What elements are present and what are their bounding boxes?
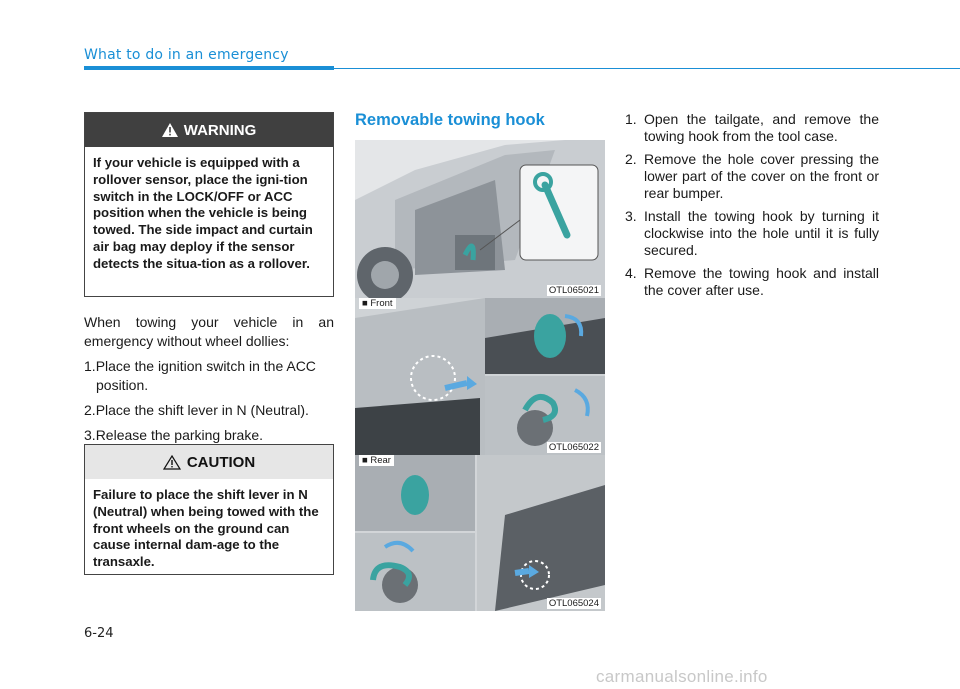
page-number: 6-24 bbox=[84, 626, 114, 641]
front-label: ■ Front bbox=[359, 298, 396, 309]
warning-header bbox=[85, 113, 333, 147]
warning-triangle-icon bbox=[162, 123, 178, 137]
caution-title: CAUTION bbox=[186, 453, 256, 471]
section-header-title: What to do in an emergency bbox=[84, 47, 289, 63]
intro-paragraph: When towing your vehicle in an emergency without wheel dollies: bbox=[84, 314, 334, 349]
right-step-list bbox=[625, 111, 879, 299]
left-step-list bbox=[84, 357, 334, 445]
figure-code: OTL065024 bbox=[548, 598, 599, 609]
figure-front-bumper bbox=[355, 298, 605, 455]
caution-header bbox=[85, 445, 333, 479]
figure-tailgate-tool-case bbox=[355, 140, 605, 298]
list-item: 3.Release the parking brake. bbox=[84, 427, 264, 443]
warning-text: If your vehicle is equipped with a rollover sensor, place the igni-tion switch in the LOCK/OFF or ACC position when the vehicle is being towed. The side impact and curtain air bag may deploy if the sensor detects the situa-tion as a rollover. bbox=[93, 155, 313, 271]
towing-instructions bbox=[84, 313, 334, 451]
warning-title: WARNING bbox=[183, 121, 257, 139]
towing-hook-steps bbox=[625, 111, 879, 305]
list-item: 1.Place the ignition switch in the ACC position. bbox=[84, 358, 316, 393]
list-item: 2. Remove the hole cover pressing the lower part of the cover on the front or rear bumper. bbox=[625, 151, 879, 201]
list-item: 2.Place the shift lever in N (Neutral). bbox=[84, 402, 309, 418]
list-item: 3. Install the towing hook by turning it clockwise into the hole until it is fully secured. bbox=[625, 208, 879, 258]
figure-code: OTL065022 bbox=[548, 442, 599, 453]
warning-box bbox=[84, 112, 334, 297]
figure-code: OTL065021 bbox=[548, 285, 599, 296]
caution-text: Failure to place the shift lever in N (Neutral) when being towed with the front wheels on the ground can cause internal dam-age to the transaxle. bbox=[93, 487, 319, 570]
tailgate-illustration bbox=[355, 140, 605, 298]
header-rule bbox=[334, 68, 960, 69]
rear-bumper-illustration bbox=[355, 455, 605, 611]
caution-box bbox=[84, 444, 334, 575]
figure-rear-bumper bbox=[355, 455, 605, 611]
caution-triangle-icon bbox=[163, 455, 181, 470]
list-item: 4. Remove the towing hook and install the cover after use. bbox=[625, 265, 879, 298]
watermark: carmanualsonline.info bbox=[596, 667, 768, 686]
front-bumper-illustration bbox=[355, 298, 605, 455]
header-accent-bar bbox=[84, 66, 334, 70]
rear-label: ■ Rear bbox=[359, 455, 394, 466]
list-item: 1. Open the tailgate, and remove the towing hook from the tool case. bbox=[625, 111, 879, 144]
section-title: Removable towing hook bbox=[355, 111, 545, 129]
